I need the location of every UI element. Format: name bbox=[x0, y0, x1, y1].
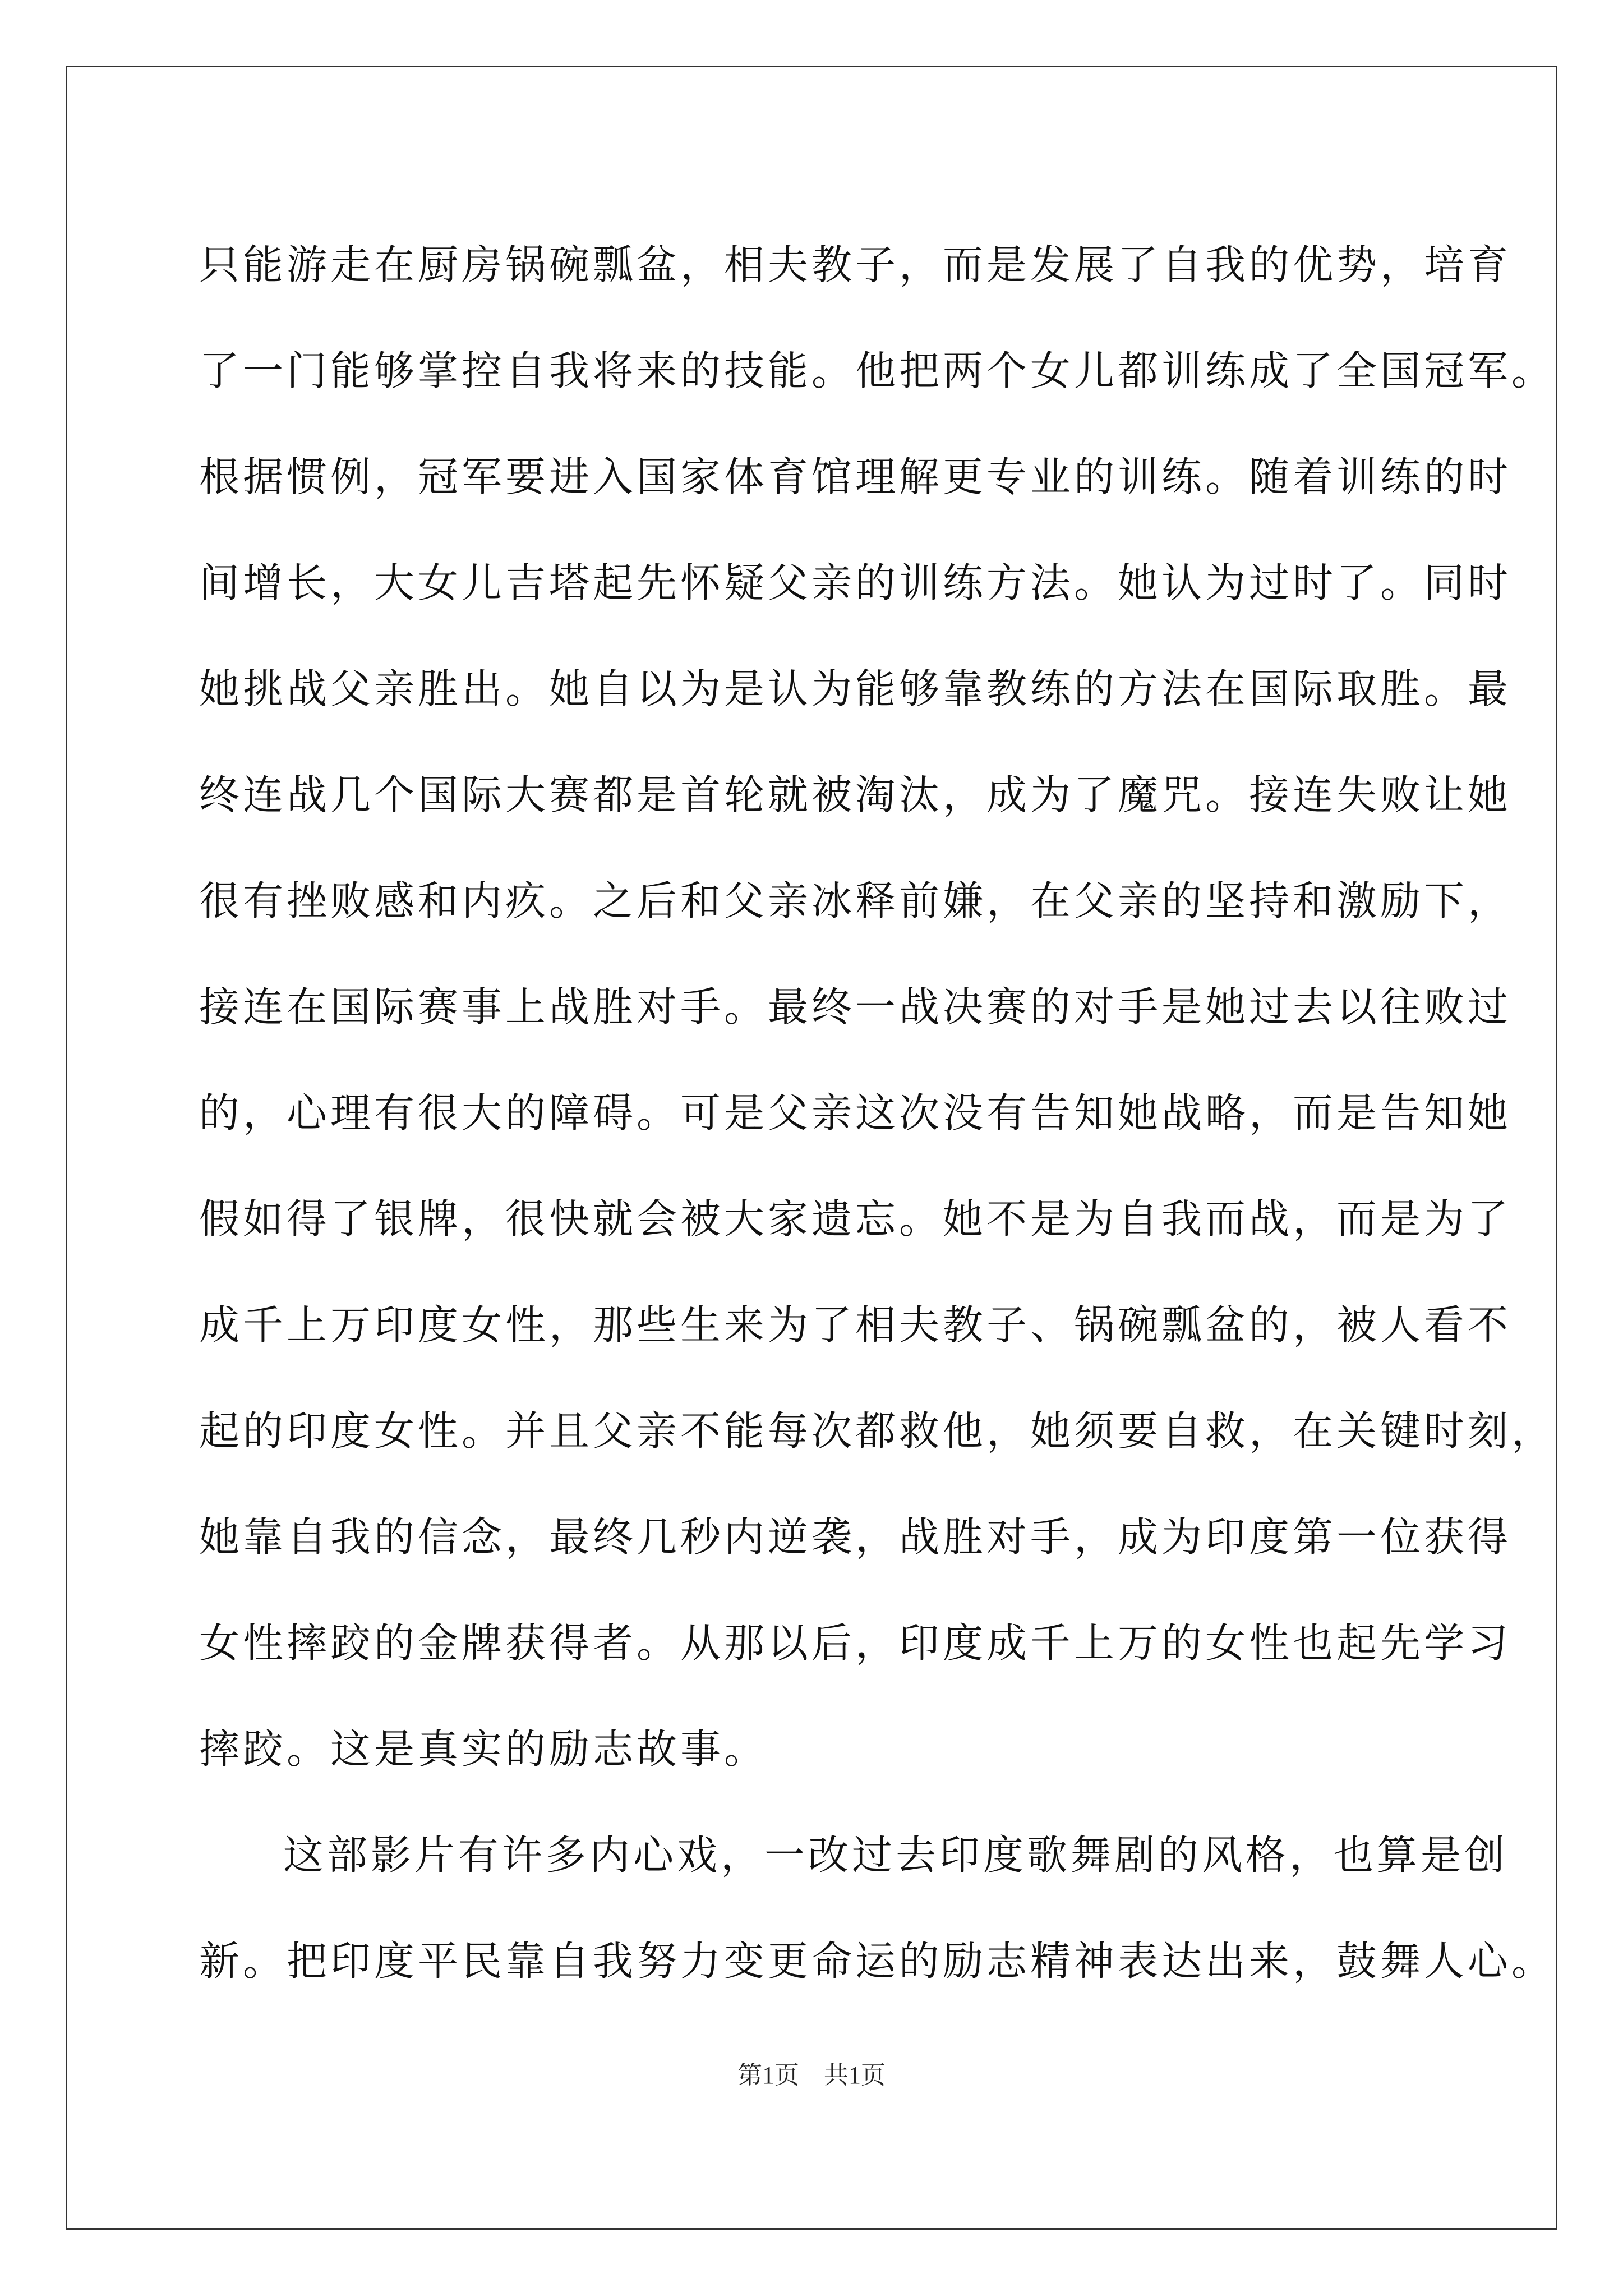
text-line: 她靠自我的信念，最终几秒内逆袭，战胜对手，成为印度第一位获得 bbox=[199, 1513, 1512, 1561]
text-line: 假如得了银牌，很快就会被大家遗忘。她不是为自我而战，而是为了 bbox=[199, 1195, 1512, 1243]
text-line: 了一门能够掌控自我将来的技能。他把两个女儿都训练成了全国冠军。 bbox=[199, 347, 1556, 394]
text-line: 女性摔跤的金牌获得者。从那以后，印度成千上万的女性也起先学习 bbox=[199, 1619, 1512, 1667]
text-line: 的，心理有很大的障碍。可是父亲这次没有告知她战略，而是告知她 bbox=[199, 1089, 1512, 1137]
text-line: 很有挫败感和内疚。之后和父亲冰释前嫌，在父亲的坚持和激励下， bbox=[199, 877, 1512, 924]
text-line: 摔跤。这是真实的励志故事。 bbox=[199, 1726, 768, 1773]
document-body bbox=[199, 212, 1556, 2014]
text-line: 新。把印度平民靠自我努力变更命运的励志精神表达出来，鼓舞人心。 bbox=[199, 1938, 1556, 1985]
text-line: 接连在国际赛事上战胜对手。最终一战决赛的对手是她过去以往败过 bbox=[199, 983, 1512, 1030]
text-line: 起的印度女性。并且父亲不能每次都救他，她须要自救，在关键时刻， bbox=[199, 1407, 1556, 1455]
paragraph-first-line: 这部影片有许多内心戏，一改过去印度歌舞剧的风格，也算是创 bbox=[283, 1832, 1509, 1879]
page-number: 第1页 共1页 bbox=[737, 2062, 886, 2089]
text-line: 终连战几个国际大赛都是首轮就被淘汰，成为了魔咒。接连失败让她 bbox=[199, 771, 1512, 818]
text-line: 她挑战父亲胜出。她自以为是认为能够靠教练的方法在国际取胜。最 bbox=[199, 665, 1512, 712]
text-line: 间增长，大女儿吉塔起先怀疑父亲的训练方法。她认为过时了。同时 bbox=[199, 559, 1512, 606]
text-line: 成千上万印度女性，那些生来为了相夫教子、锅碗瓢盆的，被人看不 bbox=[199, 1301, 1512, 1349]
text-line: 根据惯例，冠军要进入国家体育馆理解更专业的训练。随着训练的时 bbox=[199, 453, 1512, 500]
text-line: 只能游走在厨房锅碗瓢盆，相夫教子，而是发展了自我的优势，培育 bbox=[199, 241, 1512, 288]
